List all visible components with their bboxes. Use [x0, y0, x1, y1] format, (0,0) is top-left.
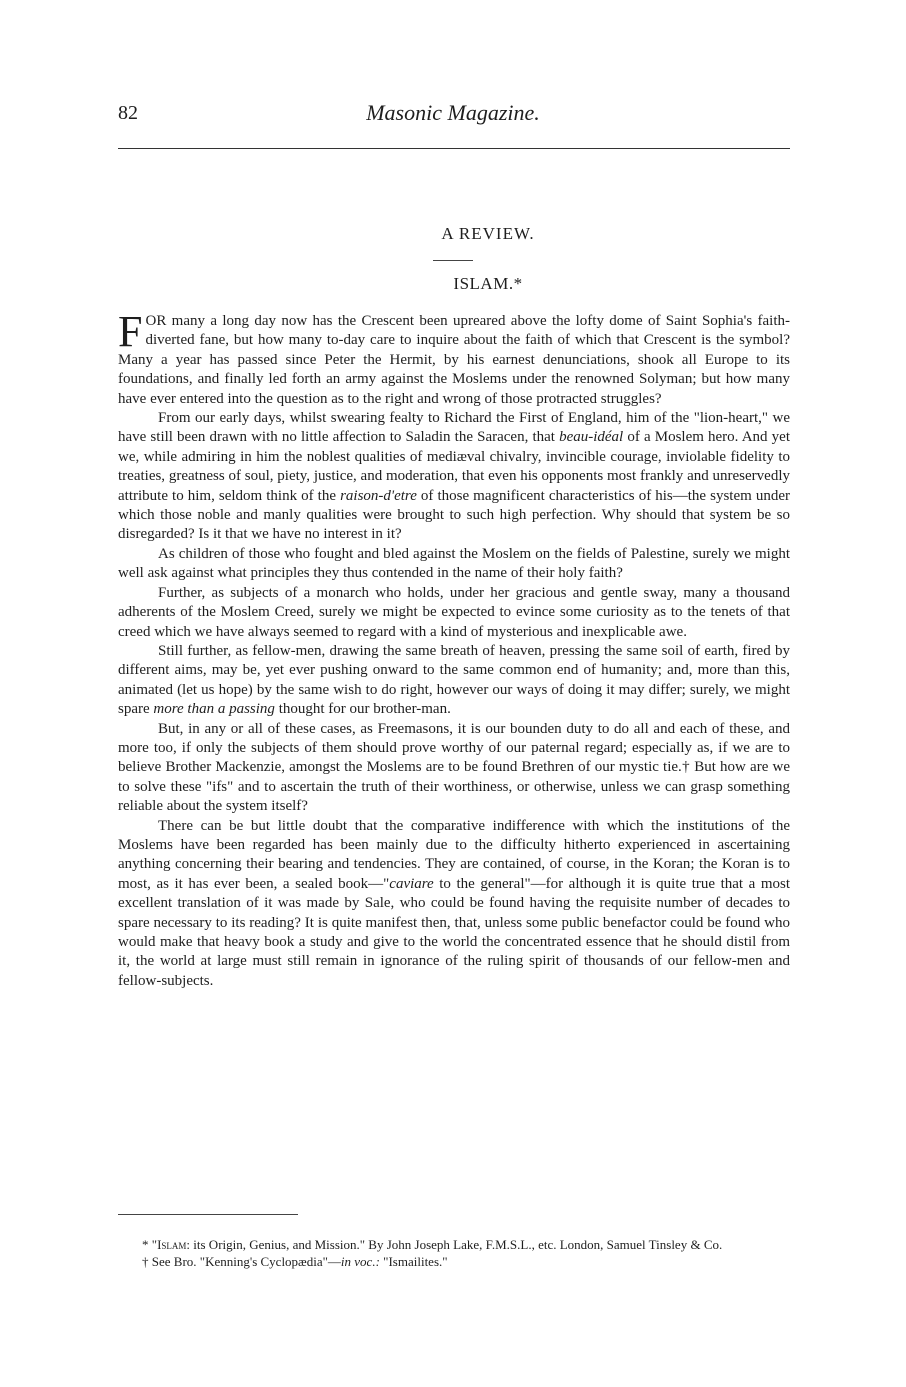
footnote-1: * "Islam: its Origin, Genius, and Mission." By John Joseph Lake, F.M.S.L., etc. London, Samuel Tinsley & Co. [142, 1237, 723, 1252]
footnote-2: † See Bro. "Kenning's Cyclopædia"—in voc.: "Ismailites." [142, 1254, 448, 1269]
running-title: Masonic Magazine. [366, 100, 540, 125]
drop-cap: F [118, 307, 143, 356]
paragraph-1: FOR many a long day now has the Crescent been upreared above the lofty dome of Saint Sophia's faith-diverted fane, but how many to-day care to inquire about the faith of which that Crescent is the symbol? Many a year has passed since Peter the Hermit, by his earnest denunciations, shook all Europe to its foundations, and finally led forth an army against the Moslems under the renowned Solyman; but how many have ever entered into the question as to the right and wrong of those protracted struggles? [118, 307, 790, 407]
paragraph-3: As children of those who fought and bled against the Moslem on the fields of Palestine, surely we might well ask against what principles they thus contended in the name of their holy faith? [118, 545, 790, 582]
paragraph-6: But, in any or all of these cases, as Freemasons, it is our bounden duty to do all and each of these, and more too, if only the subjects of them should prove worthy of our paternal regard; especially as, if we are to believe Brother Mackenzie, amongst the Moslems are to be found Brethren of our mystic tie.† But how are we to solve these "ifs" and to ascertain the truth of their worthiness, or otherwise, unless we can grasp something reliable about the system itself? [118, 720, 790, 815]
title-divider [433, 260, 473, 261]
header-rule [118, 148, 790, 149]
paragraph-7: There can be but little doubt that the comparative indifference with which the institutions of the Moslems have been regarded has been mainly due to the difficulty hitherto experienced in ascertaining anything concerning their bearing and tendencies. They are contained, of course, in the Koran; the Koran is to most, as it has ever been, a sealed book—"caviare to the general"—for although it is quite true that a most excellent translation of it was made by Sale, who could be found having the requisite number of decades to spare necessary to its reading? It is quite manifest then, that, unless some public benefactor could be found who would make that heavy book a study and give to the world the concentrated essence that he should distil from it, the world at large must still remain in ignorance of the ruling spirit of thousands of our fellow-men and fellow-subjects. [118, 817, 790, 989]
paragraph-5: Still further, as fellow-men, drawing the same breath of heaven, pressing the same soil of earth, fired by different aims, may be, yet ever pushing onward to the same common end of humanity; and, more than this, animated (let us hope) by the same wish to do right, however our ways of doing it may differ; surely, we might spare more than a passing thought for our brother-man. [118, 642, 790, 718]
article-body [118, 307, 790, 991]
page-number: 82 [118, 102, 138, 124]
running-head [118, 100, 788, 136]
footnote-rule [118, 1214, 298, 1215]
paragraph-2: From our early days, whilst swearing fealty to Richard the First of England, him of the "lion-heart," we have still been drawn with no little affection to Saladin the Saracen, that beau-idéal of a Moslem hero. And yet we, while admiring in him the noblest qualities of mediæval chivalry, invincible courage, inviolable fidelity to treaties, greatness of soul, piety, justice, and moderation, that even his opponents most frankly and unreservedly attribute to him, seldom think of the raison-d'etre of those magnificent characteristics of his—the system under which those noble and manly qualities were brought to such high perfection. Why should that system be so disregarded? Is it that we have no interest in it? [118, 410, 790, 543]
paragraph-4: Further, as subjects of a monarch who holds, under her gracious and gentle sway, many a thousand adherents of the Moslem Creed, surely we might be expected to evince some curiosity as to the tenets of that creed which we have always seemed to regard with a kind of mysterious and inexplicable awe. [118, 584, 790, 640]
section-title: ISLAM.* [453, 274, 523, 293]
article-title: A REVIEW. [441, 224, 535, 243]
footnotes [118, 1236, 790, 1270]
